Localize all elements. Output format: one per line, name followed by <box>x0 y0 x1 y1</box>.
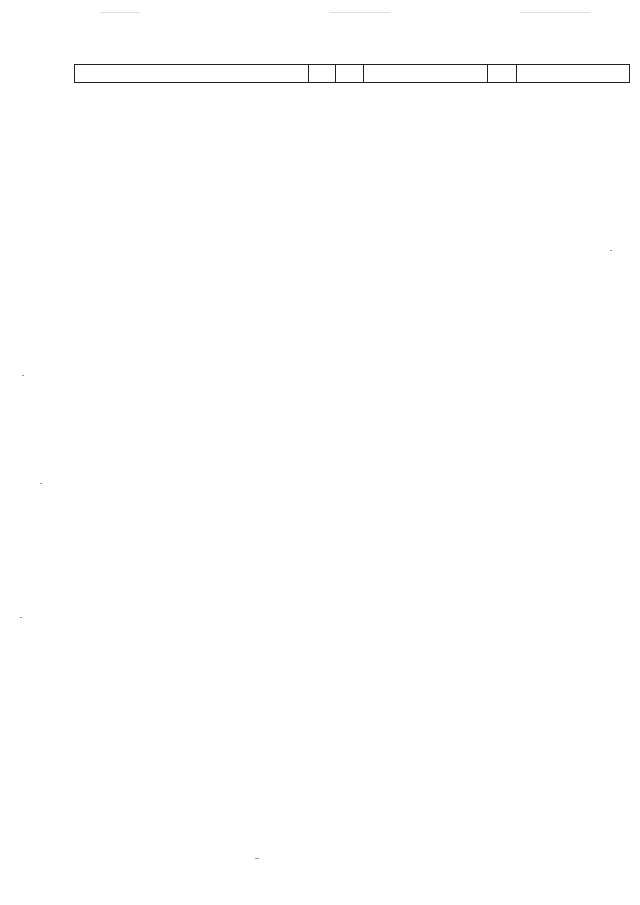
header-col-1 <box>75 65 309 82</box>
header-col-5 <box>488 65 518 82</box>
header-col-3 <box>336 65 364 82</box>
header-col-6 <box>517 65 629 82</box>
header-col-4 <box>364 65 488 82</box>
table-header <box>74 64 630 83</box>
header-col-2 <box>309 65 336 82</box>
